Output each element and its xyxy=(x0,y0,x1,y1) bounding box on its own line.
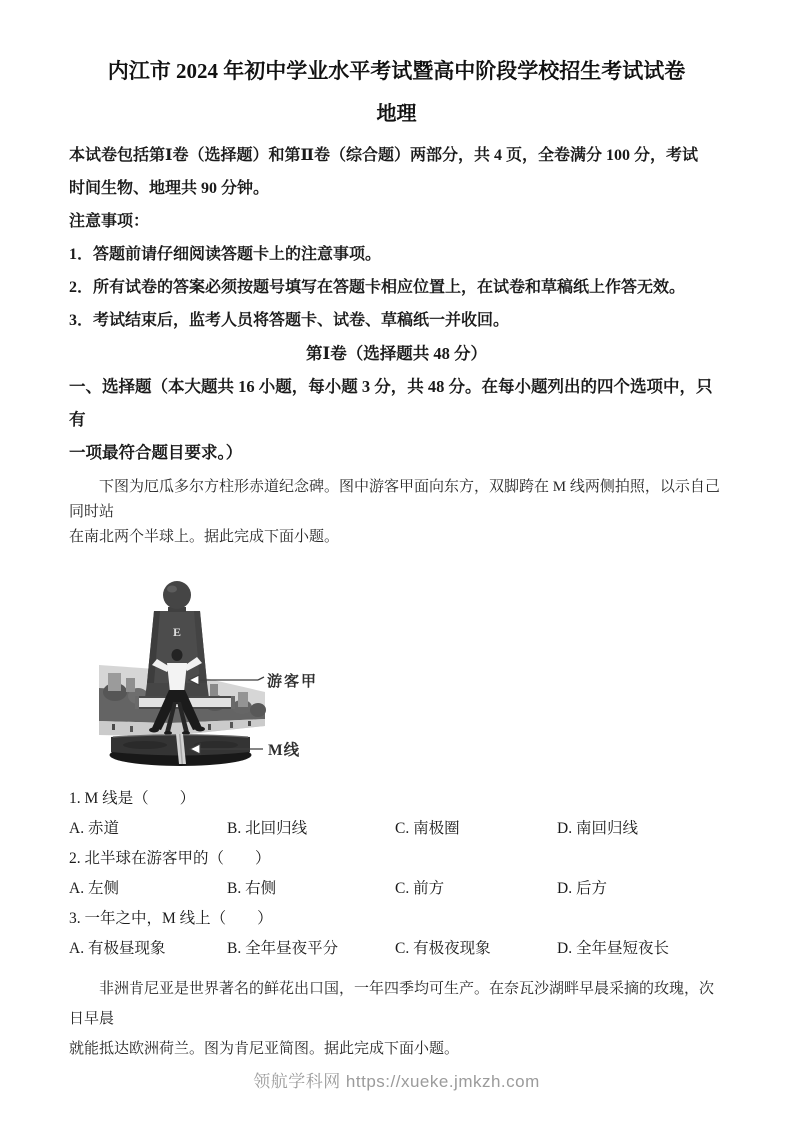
question-1 xyxy=(69,784,724,844)
option-b: B. 右侧 xyxy=(227,880,277,897)
question-stem: 1. M 线是（ ） xyxy=(69,790,196,807)
monument-figure xyxy=(90,570,724,770)
option-d: D. 南回归线 xyxy=(557,820,638,837)
page-title: 内江市 2024 年初中学业水平考试暨高中阶段学校招生考试试卷 xyxy=(107,59,686,83)
option-a: A. 赤道 xyxy=(69,820,119,837)
intro-line-2: 时间生物、地理共 90 分钟。 xyxy=(69,180,270,197)
notice-item-1: 1．答题前请仔细阅读答题卡上的注意事项。 xyxy=(69,246,382,263)
watermark-footer: 领航学科网 https://xueke.jmkzh.com xyxy=(253,1072,540,1091)
subject-title: 地理 xyxy=(376,103,417,125)
passage-monument-line-2: 在南北两个半球上。据此完成下面小题。 xyxy=(69,529,340,545)
monument-photo-image xyxy=(90,570,340,770)
section-1-instructions-line-2: 一项最符合题目要求。） xyxy=(69,443,243,462)
question-list xyxy=(69,784,724,964)
tourist-label: 游客甲 xyxy=(267,674,319,690)
intro-line-1: 本试卷包括第Ⅰ卷（选择题）和第Ⅱ卷（综合题）两部分，共 4 页，全卷满分 100 分，考试 xyxy=(69,147,698,164)
passage-monument-line-1: 下图为厄瓜多尔方柱形赤道纪念碑。图中游客甲面向东方，双脚跨在 M 线两侧拍照，以示自己同时站 xyxy=(69,479,720,520)
question-2 xyxy=(69,844,724,904)
option-d: D. 全年昼短夜长 xyxy=(557,940,669,957)
section-1-instructions xyxy=(69,370,724,469)
section-1-instructions-line-1: 一、选择题（本大题共 16 小题，每小题 3 分，共 48 分。在每小题列出的四个选项中，只有 xyxy=(69,377,713,429)
notice-item-2: 2．所有试卷的答案必须按题号填写在答题卡相应位置上，在试卷和草稿纸上作答无效。 xyxy=(69,279,686,296)
m-line-label: M线 xyxy=(268,742,301,759)
options-row xyxy=(69,814,724,844)
passage-kenya-line-2: 就能抵达欧洲荷兰。图为肯尼亚简图。据此完成下面小题。 xyxy=(69,1041,460,1057)
option-c: C. 南极圈 xyxy=(395,820,460,837)
equator-platform xyxy=(110,734,252,766)
option-b: B. 全年昼夜平分 xyxy=(227,940,339,957)
notice-title: 注意事项： xyxy=(69,213,150,230)
option-c: C. 有极夜现象 xyxy=(395,940,491,957)
option-d: D. 后方 xyxy=(557,880,607,897)
passage-monument xyxy=(69,475,724,550)
question-3 xyxy=(69,904,724,964)
passage-kenya xyxy=(69,974,724,1064)
notice-item-3: 3．考试结束后，监考人员将答题卡、试卷、草稿纸一并收回。 xyxy=(69,312,510,329)
globe-sphere-icon xyxy=(163,581,191,609)
tourist-shirt xyxy=(167,663,187,692)
passage-kenya-line-1: 非洲肯尼亚是世界著名的鲜花出口国，一年四季均可生产。在奈瓦沙湖畔早晨采摘的玫瑰，次日早晨 xyxy=(69,981,715,1027)
intro-paragraph xyxy=(69,139,724,205)
question-stem: 2. 北半球在游客甲的（ ） xyxy=(69,850,271,867)
options-row xyxy=(69,934,724,964)
monument-letter: E xyxy=(172,625,182,639)
options-row xyxy=(69,874,724,904)
option-c: C. 前方 xyxy=(395,880,445,897)
option-a: A. 左侧 xyxy=(69,880,119,897)
option-b: B. 北回归线 xyxy=(227,820,308,837)
tourist-head xyxy=(172,649,183,661)
section-1-title: 第Ⅰ卷（选择题共 48 分） xyxy=(306,344,487,363)
option-a: A. 有极昼现象 xyxy=(69,940,166,957)
question-stem: 3. 一年之中，M 线上（ ） xyxy=(69,910,273,927)
